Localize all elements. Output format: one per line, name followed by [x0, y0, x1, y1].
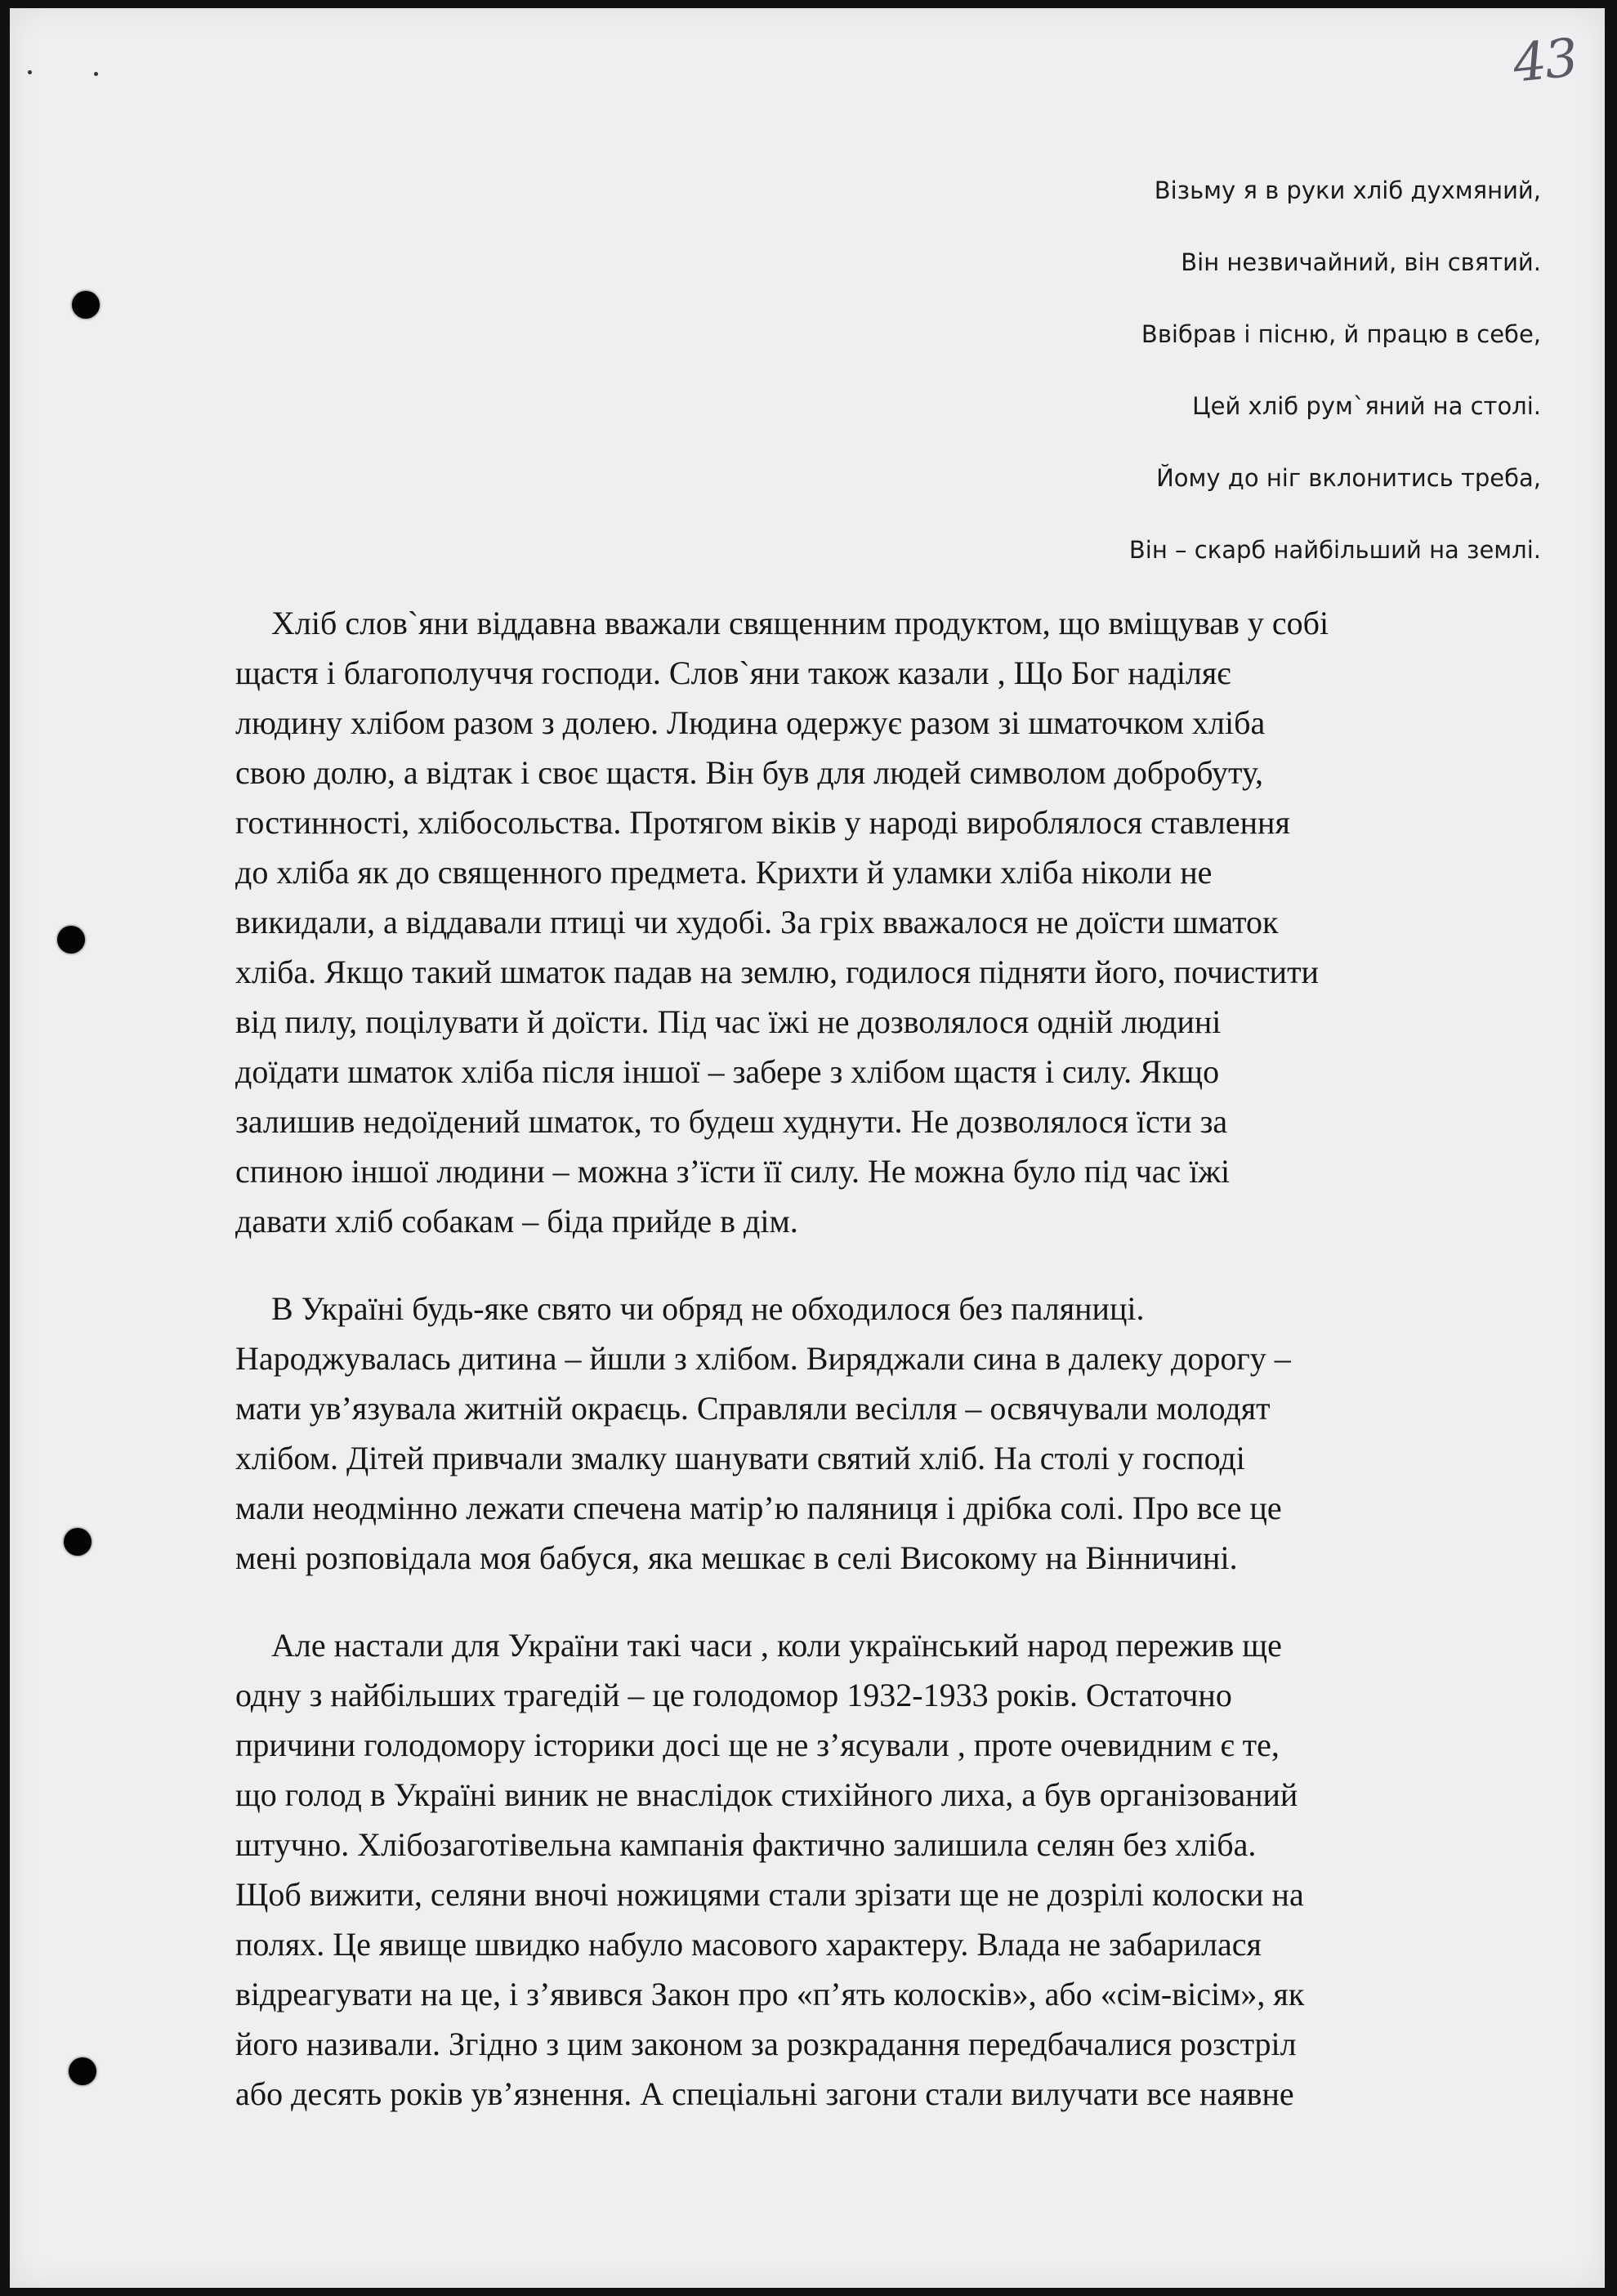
- text-line: Щоб вижити, селяни вночі ножицями стали зрізати ще не дозрілі колоски на: [235, 1876, 1304, 1913]
- document-page: [10, 8, 1605, 2288]
- text-line: Але настали для України такі часи , коли український народ пережив ще: [271, 1627, 1282, 1664]
- poem-line: Йому до ніг вклонитись треба,: [1156, 464, 1541, 492]
- text-line: від пилу, поцілувати й доїсти. Під час їжі не дозволялося одній людині: [235, 1003, 1222, 1040]
- text-line: свою долю, а відтак і своє щастя. Він був для людей символом добробуту,: [235, 754, 1263, 791]
- text-line: одну з найбільших трагедій – це голодомор 1932-1933 років. Остаточно: [235, 1677, 1232, 1713]
- text-line: мати ув’язувала житній окраєць. Справляли весілля – освячували молодят: [235, 1390, 1271, 1427]
- text-line: викидали, а віддавали птиці чи худобі. За гріх вважалося не доїсти шматок: [235, 904, 1279, 940]
- scan-speck: [94, 72, 98, 76]
- text-line: гостинності, хлібосольства. Протягом віків у народі вироблялося ставлення: [235, 804, 1290, 841]
- text-line: мені розповідала моя бабуся, яка мешкає в селі Високому на Вінничині.: [235, 1539, 1238, 1576]
- text-line: залишив недоїдений шматок, то будеш худнути. Не дозволялося їсти за: [235, 1103, 1228, 1140]
- text-line: щастя і благополуччя господи. Слов`яни також казали , Що Бог наділяє: [235, 654, 1231, 691]
- punch-hole: [72, 291, 100, 319]
- text-line: хлібом. Дітей привчали змалку шанувати святий хліб. На столі у господі: [235, 1440, 1245, 1476]
- poem-line: Він незвичайний, він святий.: [1181, 248, 1541, 276]
- text-line: людину хлібом разом з долею. Людина одержує разом зі шматочком хліба: [235, 704, 1266, 741]
- page-number: 43: [1510, 28, 1580, 95]
- paragraph-bread-rituals: [235, 1284, 1551, 1583]
- paragraph-gap: [235, 1583, 1551, 1620]
- text-line: до хліба як до священного предмета. Крихти й уламки хліба ніколи не: [235, 854, 1213, 891]
- text-line: спиною іншої людини – можна з’їсти її силу. Не можна було під час їжі: [235, 1153, 1231, 1190]
- paragraph-gap: [235, 1246, 1551, 1284]
- poem-line: Візьму я в руки хліб духмяний,: [1154, 176, 1541, 204]
- poem-line: Ввібрав і пісню, й працю в себе,: [1141, 320, 1541, 348]
- text-line: що голод в Україні виник не внаслідок стихійного лиха, а був організований: [235, 1776, 1298, 1813]
- text-line: Хліб слов`яни віддавна вважали священним продуктом, що вміщував у собі: [271, 605, 1329, 641]
- text-line: його називали. Згідно з цим законом за розкрадання передбачалися розстріл: [235, 2026, 1297, 2062]
- text-line: доїдати шматок хліба після іншої – забере з хлібом щастя і силу. Якщо: [235, 1053, 1220, 1090]
- text-line: Народжувалась дитина – йшли з хлібом. Виряджали сина в далеку дорогу –: [235, 1340, 1291, 1377]
- poem-line: Він – скарб найбільший на землі.: [1128, 536, 1541, 564]
- punch-hole: [69, 2057, 96, 2085]
- text-line: причини голодомору історики досі ще не з’ясували , проте очевидним є те,: [235, 1726, 1280, 1763]
- text-line: або десять років ув’язнення. А спеціальні загони стали вилучати все наявне: [235, 2075, 1294, 2112]
- text-line: хліба. Якщо такий шматок падав на землю, годилося підняти його, почистити: [235, 954, 1319, 990]
- poem-line: Цей хліб рум`яний на столі.: [1192, 392, 1541, 420]
- text-line: В Україні будь-яке свято чи обряд не обходилося без паляниці.: [271, 1290, 1145, 1327]
- scan-speck: [28, 70, 32, 74]
- punch-hole: [64, 1528, 92, 1556]
- punch-hole: [57, 926, 85, 954]
- text-line: мали неодмінно лежати спечена матір’ю паляниця і дрібка солі. Про все це: [235, 1490, 1282, 1526]
- paragraph-holodomor: [235, 1620, 1551, 2119]
- text-line: штучно. Хлібозаготівельна кампанія фактично залишила селян без хліба.: [235, 1826, 1257, 1863]
- paragraph-bread-traditions: [235, 598, 1551, 1246]
- text-line: відреагувати на це, і з’явився Закон про «п’ять колосків», або «сім-вісім», як: [235, 1976, 1305, 2012]
- text-line: давати хліб собакам – біда прийде в дім.: [235, 1203, 798, 1240]
- text-line: полях. Це явище швидко набуло масового характеру. Влада не забарилася: [235, 1926, 1262, 1963]
- epigraph-poem: [1129, 172, 1541, 603]
- body-text: [235, 598, 1551, 2119]
